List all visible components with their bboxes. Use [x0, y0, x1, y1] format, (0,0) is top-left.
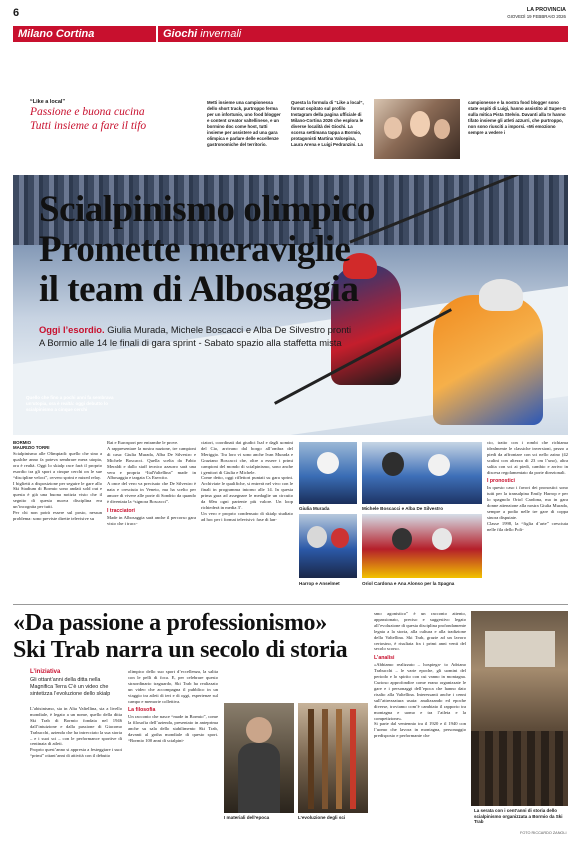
bottom-photo-event: [471, 611, 568, 806]
main-col-4: [487, 440, 568, 533]
section-left: Milano Cortina: [18, 28, 95, 40]
section-divider: [156, 26, 158, 42]
athlete-photo-boscacci-desilvestro: [362, 442, 482, 504]
main-deck-line1: [39, 324, 351, 335]
boscacci-head: [382, 452, 404, 476]
bottom-col-2-text: olimpico dello suo sport d’eccellenza, la salita con le pelli di foca. E, per celebrare questo straordinario traguardo, Ski Trab ha realizzato un video che accompagna il pubblico in un viaggio tra atleti di ieri e di oggi, esperienze sul campo e memorie collettiva.: [128, 669, 218, 704]
main-col-2-text: Rai e Eurosport per entrambe le prove. A rappresentare la nostra nazione, tre campioni di casa: Giulia Murada, Alba De Silvestro e Michele Boscacci. Quella scelta da Fabio Meraldi e dallo staff tecnico azzurro sarà una vera e propria “ItalValtellina” made in Albosaggia e targata Cs Esercito. A once del vero va precisato che De Silvestro è nata e cresciuta in Veneto, ma ha scelto per amore di vivere alle porte di Sondrio da quando è diventata la “signora Boscacci”.: [107, 440, 196, 505]
top-headline-line2: Tutti insieme a fare il tifo: [30, 120, 147, 132]
bottom-headline-line1: «Da passione a professionismo»: [13, 610, 327, 636]
story-divider: [13, 604, 568, 605]
main-headline-line1: Scialpinismo olimpico: [39, 189, 375, 230]
main-col-4-subhead: I pronostici: [487, 478, 515, 485]
main-col-3: [201, 440, 293, 523]
bottom-col-3-subhead: L’analisi: [374, 655, 395, 662]
bottom-photo-equipment: [224, 703, 294, 813]
athlete-photo-cardona-alonso: [362, 514, 482, 578]
main-col-1-text: Scialpinismo alle Olimpiadi: quello che sino a qualche anno fa poteva sembrare mera utopia, ora è realtà. Oggi lo skialp race farà il proprio esordio tra gli sport a cinque cerchi on le sue “discipline veloci”, ovvero sprint e mixed relay. I biglietti a disposizione per seguire le gare allo Ski Stadium di Bormio sono andati sold out e questa è già una buona notizia visto che il segnito di questa nuova disciplina era un’incognita per tutti. Per chi non potrà essere sul posto, nessun problema: sono previste dirette televisive su: [13, 451, 102, 521]
alonso-head: [432, 528, 452, 550]
byline: MAURIZIO TORRI: [13, 445, 50, 450]
bottom-photo-equipment-caption: I materiali dell’epoca: [224, 815, 270, 820]
bottom-col-2: [128, 669, 218, 744]
bottom-col-3-text-b: «Abbiamo realizzato – hospiega- to Adriano Trabucchi – le varie epoche, gli uomini del periodo e lo spirito con cui vanno in montagna. Curioso approfondire come erano organizzate le gare e i personaggi dell’epoca che hanno dato risalto alla Valtellina. Interessanti anche i cenni sull’attrezzatura usata: analizzando ed epoche diverse, troviamo com’è cambiato il rapporto tra montagna e uomo e tra l’atleta e la competizione». Si parte dal ventennio tra il 1920 e il 1940 con l’uomo che lavora in montagna, personaggio predisposto e performante che: [374, 662, 466, 739]
main-article: [13, 440, 568, 600]
athlete-right: [433, 295, 543, 425]
main-col-2: [107, 440, 196, 527]
section-right: [163, 26, 241, 42]
bottom-photo-event-credit: FOTO RICCARDO ZANOLI: [520, 831, 567, 835]
face-center: [410, 111, 430, 137]
event-screen: [485, 631, 555, 667]
harrop-head: [307, 526, 327, 548]
ski-1: [308, 709, 314, 809]
top-kicker: “Like a local”: [30, 99, 66, 105]
main-col-3-text: ciatori, coordinati dai giudici Isaf e dagli uomini del Cio, arrivano dal borgo all’ombra del Meriggio. Tra loro vi sono anche Ivan Murada e Graziano Boscacci che, oltre a essere i primi campioni del mondo di scialpinismo, sono anche i genitori di Giulia e Michele. Come detto, oggi riflettori puntati su gara sprint. Archiviate le qualifiche, si entrerà nel vivo con le finali in programma intorno alle 14. In questa prima gara ad assegnare le medaglie un circuito da 60m ogni partente più valore. Un loop richiederà in media 3’. Un vero e proprio condensato di skialp studiato ad hoc per i format televisivi: fase di lan-: [201, 440, 293, 522]
main-col-4-text-b: In questo caso i favori dei pronostici sono tutti per la transalpina Emily Harrop e per lo spagnolo Oriol Cardona, ma in gara donne attenzione alla nostra Giulia Murada, sempre a podio nelle tre gare di coppa sinora disputate. Classe 1998, la “figlia d’arte” cresciuta nelle fila dello Poli-: [487, 485, 568, 532]
bottom-photo-skis-caption: L’evoluzione degli sci: [298, 815, 346, 820]
main-headline-line2: Promette meraviglie: [39, 229, 351, 270]
ski-2: [322, 709, 328, 809]
anselmet-head: [331, 528, 349, 548]
desilvestro-head: [428, 454, 450, 476]
man-body: [238, 743, 280, 813]
main-deck-text: Giulia Murada, Michele Boscacci e Alba De Silvestro pronti: [104, 324, 352, 335]
ski-3: [336, 709, 342, 809]
athlete-caption-harrop-anselmet: Harrop e Anselmet: [299, 581, 340, 586]
sidebar-text: Gli ottant’anni della ditta nella Magnifica Terra C’è un video che sintetizza l’evoluzione dello skialp: [30, 677, 111, 697]
bottom-photo-skis: [298, 703, 368, 813]
athlete-photo-murada: [299, 442, 357, 504]
section-right-bold: Giochi: [163, 28, 198, 40]
bottom-col-3: [374, 611, 466, 739]
athlete-caption-cardona-alonso: Oriol Cardona e Ana Alonso per la Spagna: [362, 581, 455, 586]
bottom-headline-line2: Ski Trab narra un secolo di storia: [13, 637, 348, 663]
man-figure: [246, 717, 272, 743]
athlete-right-helmet: [479, 279, 523, 311]
cardona-head: [392, 528, 412, 550]
main-deck-lead: Oggi l’esordio.: [39, 324, 105, 335]
face-right: [434, 119, 450, 139]
section-right-light: invernali: [197, 28, 242, 40]
main-col-2-text-b: Made in Albosaggia sarà anche il percorso gara visto che i tracc-: [107, 514, 196, 526]
issue-date: GIOVEDÌ 19 FEBBRAIO 2026: [507, 14, 566, 19]
top-column-1: Metti insieme una campionessa dello short track, purtroppo ferma per un infortunio, uno food blogger e content creator valtellinese, e un bormino doc come host, tutti insieme per assistere ad una gara olimpica e parlare delle eccellenze gastronomiche del territorio.: [207, 100, 281, 147]
section-bar: [13, 26, 568, 42]
main-headline-line3: il team di Albosaggia: [39, 269, 359, 310]
athlete-photo-harrop-anselmet: [299, 514, 357, 578]
newspaper-brand: LA PROVINCIA: [526, 7, 566, 13]
bottom-col-2-subhead: La filosofia: [128, 707, 156, 714]
event-audience: [471, 731, 568, 806]
athlete-caption-murada: Giulia Murada: [299, 506, 330, 511]
sidebar-kicker: L’iniziativa: [30, 669, 61, 675]
top-column-2: Questa la formula di “Like a local”, format ospitato sul profilo Instagram della pagina ufficiale di Milano-Cortina 2026 che esplora le diverse località dei Giochi. La scorsa settimana tappa a Bormio, protagonisti Martina Valcepina, Laura Arena e Luigi Pedranzini. La: [291, 100, 364, 147]
murada-helmet: [317, 452, 339, 474]
bottom-col-1: L’abisinismo, sia in Alta Valtellina, sia a livello mondiale, è legato a un nome, quello della ditta Ski Trab di Bormio fondata nel 1946 dall’intuizione e dalla passione di Giacomo Trabucchi, azienda che ha intrecciato la sua storia – e i suoi sci – con le performance sportive di centinaia di atleti. Proprio quest’anno si appresta a festeggiare i suoi “primi” ottant’anni di attività con il debutto: [30, 706, 122, 759]
main-deck-line2: A Bormio alle 14 le finali di gara sprint - Sabato spazio alla staffetta mista: [39, 337, 342, 348]
top-headline-line1: Passione e buona cucina: [30, 106, 145, 118]
main-col-1: [13, 440, 102, 522]
top-photo-selfie: [374, 99, 460, 159]
bottom-photo-event-caption: La serata con i cent’anni di storia dello scialpinismo organizzata a Bormio da Ski Trab: [474, 808, 563, 825]
dateline-place: BORMIO: [13, 440, 32, 445]
ski-4: [350, 709, 356, 809]
page-number: 6: [13, 7, 20, 19]
main-col-4-text: cio, tratto con i rombi che richiama idealmente le classiche inversioni, pezzo a piedi da affrontare con sci nello zaino (42 scalini con altezza di 23 cm l’uno), altra salita con sci ai piedi, cambio e arrivo in discesa regolamentato da porte direzionali.: [487, 440, 568, 475]
bottom-col-3-text: smo agonistico” è un racconto attento, appassionato, preciso e suggestivo legato all’evoluzione di questa disciplina profondamente legata a la storia, alla cultura e alla tradizione della Valtellina. Ski Trab, grazie ad un lavoro certosino, è risultata fra i primi anni venti del secolo scorso.: [374, 611, 466, 652]
main-photo-caption: Quello che fino a pochi anni fa sembrava un’utopia, ora è realtà: oggi debutto lo scialpinismo a cinque cerchi: [26, 395, 114, 412]
face-left: [384, 117, 402, 139]
main-col-2-subhead: I tracciatori: [107, 507, 135, 514]
top-column-3: campionesse e la nostra food blogger sono state ospiti di Luigi, hanno assistito al Super-G sulla mitica Pista Stelvio. Davanti alla tv hanno tifato insieme gli atleti azzurri, che purtroppo, non sono riusciti a imporsi. «Mi emoziono sempre a vedere i: [468, 100, 567, 135]
bottom-col-2-text-b: Un racconto che nasce “made in Bormio”, come la filosofia dell’azienda, presentato in anteprima anche su sala dello stabilimento Ski Trab, davanti al gotha mondiale di questo sport. “Bormio 100 anni di scialpini-: [128, 714, 218, 744]
athlete-caption-boscacci-desilvestro: Michele Boscacci e Alba De Silvestro: [362, 506, 444, 511]
